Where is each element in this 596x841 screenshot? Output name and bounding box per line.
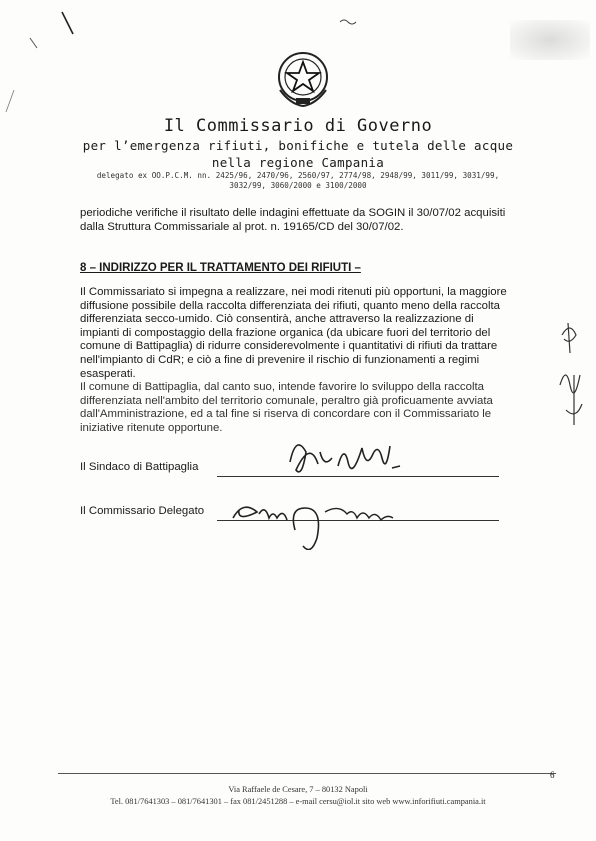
- text-line: differenziata nell'ambito del territorio comunale, peraltro già proficuamente avviata: [80, 394, 493, 407]
- header-title: Il Commissario di Governo: [163, 116, 433, 136]
- continuation-text: [80, 207, 540, 234]
- handwritten-margin-note-icon: [552, 315, 592, 435]
- mayor-signature-label: Il Sindaco di Battipaglia: [80, 461, 199, 473]
- paragraph-1: [80, 286, 540, 381]
- paragraph-2: [80, 381, 540, 435]
- text-line: esasperati.: [80, 367, 136, 380]
- header-delegation-line2: 3032/99, 3060/2000 e 3100/2000: [229, 181, 367, 190]
- text-line: periodiche verifiche il risultato delle indagini effettuate da SOGIN il 30/07/02 acquisiti: [80, 207, 506, 219]
- page-number: 6: [550, 770, 555, 780]
- scan-mark-top-left: [0, 0, 120, 120]
- text-line: impianti di compostaggio della frazione organica (da ubicare fuori del territorio del: [80, 326, 491, 339]
- header-subtitle-line2: nella regione Campania: [211, 155, 385, 170]
- text-line: comune di Battipaglia) di ridurre considerevolmente i quantitativi di rifiuti da trattare: [80, 340, 498, 353]
- text-line: dalla Struttura Commissariale al prot. n. 19165/CD del 30/07/02.: [80, 220, 404, 233]
- text-line: diffusione possibile della raccolta differenziata dei rifiuti, quanto meno della raccolta: [80, 299, 501, 312]
- text-line: Il comune di Battipaglia, dal canto suo, intende favorire lo sviluppo della raccolta: [80, 381, 484, 393]
- footer-rule: [58, 773, 556, 774]
- text-line: iniziative ritenute opportune.: [80, 421, 223, 434]
- text-line: nell'impianto di CdR; e ciò a fine di prevenire il rischio di funzionamenti a regimi: [80, 353, 480, 366]
- footer-address: Via Raffaele de Cesare, 7 – 80132 Napoli: [228, 785, 368, 794]
- commissioner-signature-label: Il Commissario Delegato: [80, 505, 205, 517]
- scan-smudge-top-right: [510, 20, 590, 60]
- header-delegation-line1: delegato ex OO.P.C.M. nn. 2425/96, 2470/96, 2560/97, 2774/98, 2948/99, 3011/99, 3031/99,: [96, 171, 500, 180]
- mayor-signature-icon: [280, 432, 420, 492]
- header-subtitle-line1: per l’emergenza rifiuti, bonifiche e tutela delle acque: [82, 138, 514, 153]
- scan-mark-top-center: [338, 16, 358, 28]
- footer-contacts: Tel. 081/7641303 – 081/7641301 – fax 081/2451288 – e-mail cersu@iol.it sito web www.inforifiuti.campania.it: [110, 797, 486, 806]
- section-heading: 8 – INDIRIZZO PER IL TRATTAMENTO DEI RIFIUTI –: [80, 262, 361, 274]
- commissioner-signature-icon: [225, 490, 425, 550]
- text-line: dall'Amministrazione, ed a tal fine si riserva di concordare con il Commissariato le: [80, 408, 492, 421]
- text-line: differenziata secco-umido. Ciò consentirà, anche attraverso la realizzazione di: [80, 313, 474, 326]
- text-line: Il Commissariato si impegna a realizzare, nei modi ritenuti più opportuni, la maggiore: [80, 286, 507, 298]
- italian-republic-emblem-icon: [276, 50, 330, 108]
